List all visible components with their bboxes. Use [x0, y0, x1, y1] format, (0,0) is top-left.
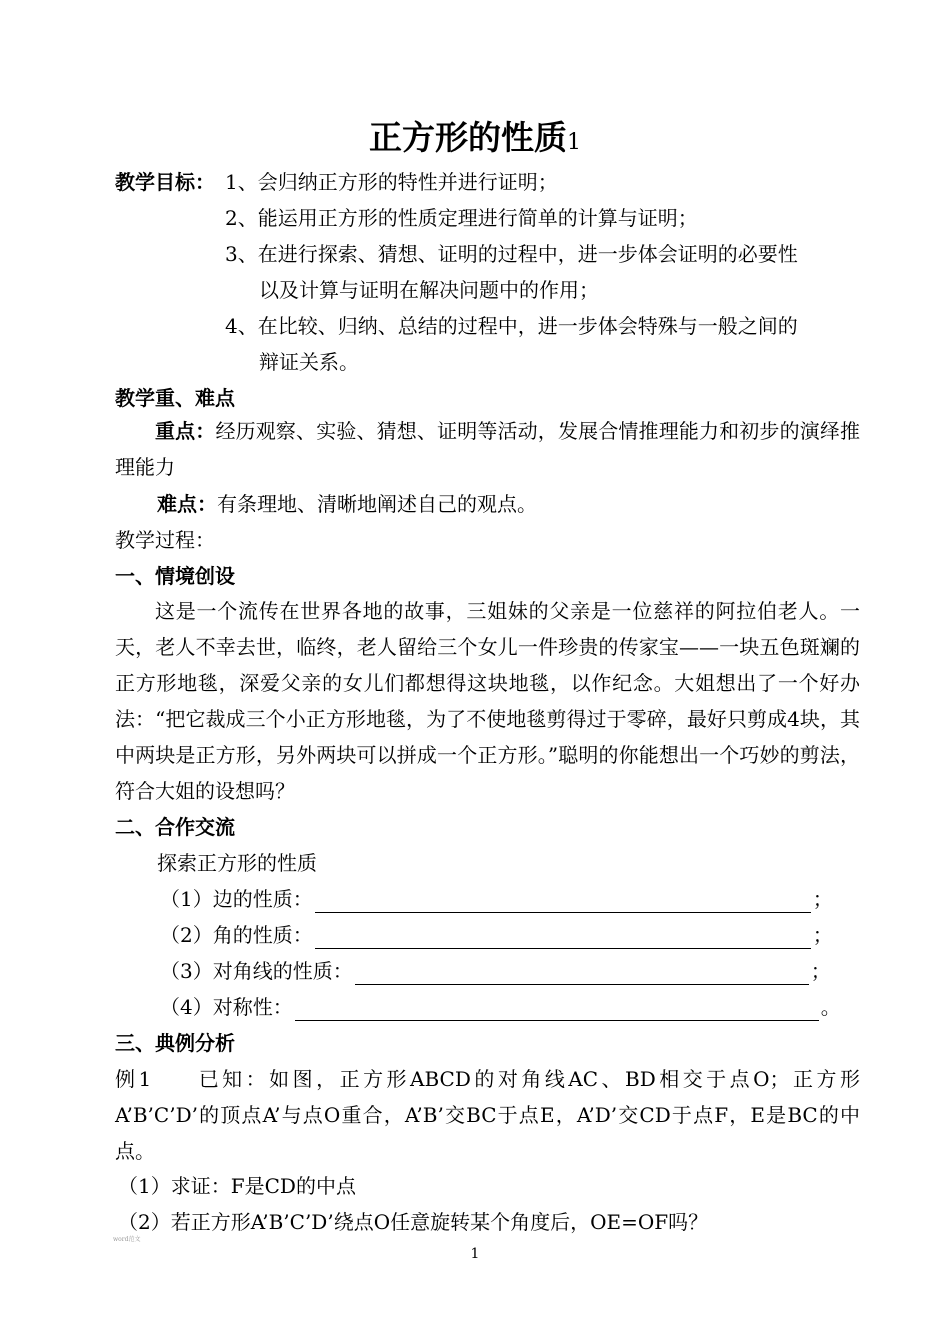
property-end: 。	[820, 995, 841, 1019]
goal-item-4: 4、在比较、归纳、总结的过程中，进一步体会特殊与一般之间的	[225, 314, 798, 338]
property-end: ；	[812, 887, 833, 911]
story-paragraph: 这是一个流传在世界各地的故事，三姐妹的父亲是一位慈祥的阿拉伯老人。一天，老人不幸去世，临终，老人留给三个女儿一件珍贵的传家宝——一块五色斑斓的正方形地毯，深爱父亲的女儿们都想得这块地毯，以作纪念。大姐想出了一个好办法：“把它裁成三个小正方形地毯，为了不使地毯剪得过于零碎，最好只剪成4块，其中两块是正方形，另外两块可以拼成一个正方形。”聪明的你能想出一个巧妙的剪法，符合大姐的设想吗？	[115, 599, 860, 803]
answer-blank[interactable]	[355, 962, 809, 985]
section1-heading: 一、情境创设	[115, 564, 235, 588]
page-title	[0, 116, 950, 165]
goal-item-3-cont: 以及计算与证明在解决问题中的作用；	[259, 278, 599, 302]
question-2: （2）若正方形A’B’C’D’绕点O任意旋转某个角度后，OE=OF吗？	[118, 1210, 709, 1234]
property-end: ；	[810, 959, 831, 983]
property-item-angles	[160, 921, 833, 949]
goal-item-3: 3、在进行探索、猜想、证明的过程中，进一步体会证明的必要性	[225, 242, 798, 266]
property-end: ；	[812, 923, 833, 947]
property-label: （4）对称性：	[160, 995, 293, 1019]
goal-item-2: 2、能运用正方形的性质定理进行简单的计算与证明；	[225, 206, 698, 230]
section2-heading: 二、合作交流	[115, 815, 235, 839]
focus-label: 重点：	[155, 419, 216, 443]
key-points-heading: 教学重、难点	[115, 386, 235, 410]
example-label: 例1	[115, 1067, 152, 1091]
footer-note: word范文	[113, 1236, 141, 1243]
property-label: （1）边的性质：	[160, 887, 313, 911]
explore-intro: 探索正方形的性质	[157, 851, 317, 875]
focus-paragraph	[115, 413, 860, 485]
difficulty-label: 难点：	[157, 492, 217, 516]
goal-item-4-cont: 辩证关系。	[259, 350, 359, 374]
question-1: （1）求证：F是CD的中点	[118, 1174, 356, 1198]
page-number: 1	[470, 1246, 480, 1262]
focus-text: 经历观察、实验、猜想、证明等活动，发展合情推理能力和初步的演绎推理能力	[115, 419, 861, 479]
answer-blank[interactable]	[315, 890, 811, 913]
example-paragraph	[115, 1061, 860, 1169]
difficulty-line	[157, 490, 537, 518]
title-suffix: 1	[567, 130, 581, 155]
goals-label: 教学目标：	[115, 170, 215, 194]
process-label: 教学过程：	[115, 528, 215, 552]
property-item-sides	[160, 885, 833, 913]
property-label: （2）角的性质：	[160, 923, 313, 947]
difficulty-text: 有条理地、清晰地阐述自己的观点。	[217, 492, 537, 516]
property-item-diagonals	[160, 957, 831, 985]
goal-item-1: 1、会归纳正方形的特性并进行证明；	[225, 170, 558, 194]
property-item-symmetry	[160, 993, 841, 1021]
answer-blank[interactable]	[315, 926, 811, 949]
property-label: （3）对角线的性质：	[160, 959, 353, 983]
title-text: 正方形的性质	[369, 118, 567, 157]
section3-heading: 三、典例分析	[115, 1031, 235, 1055]
example-text: 已知：如图，正方形ABCD的对角线AC、BD相交于点O；正方形A’B’C’D’的顶点A’与点O重合，A’B’交BC于点E，A’D’交CD于点F，E是BC的中点。	[115, 1067, 860, 1163]
answer-blank[interactable]	[295, 998, 819, 1021]
